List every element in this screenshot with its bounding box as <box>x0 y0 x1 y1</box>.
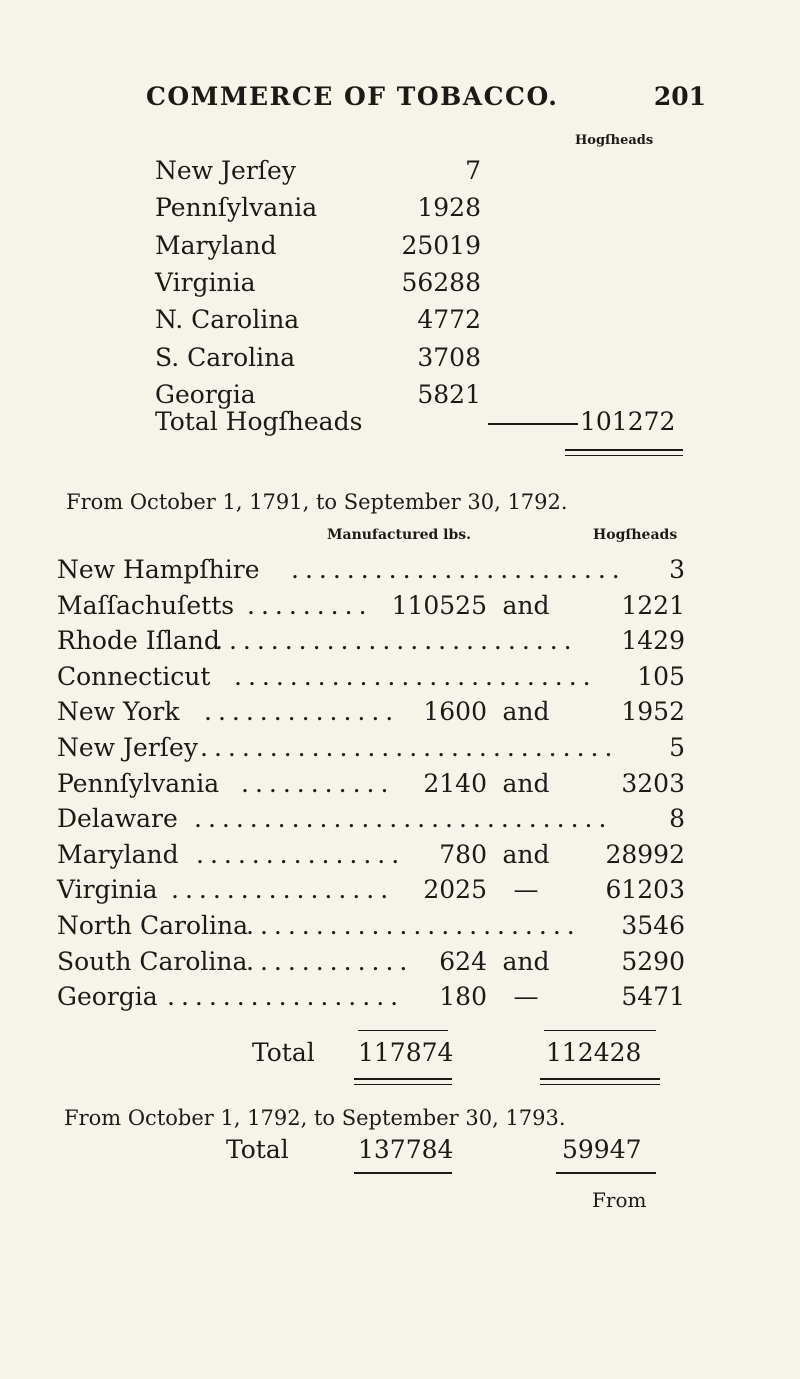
hogsheads-value: 5821 <box>417 380 481 409</box>
state-name: Pennſylvania <box>57 769 220 798</box>
state-name: Georgia <box>155 380 256 409</box>
total-label: Total <box>252 1038 315 1067</box>
table-row <box>155 343 675 383</box>
dot-leader: ............... <box>196 840 406 869</box>
manufactured-value: 1600 <box>423 697 487 726</box>
manufactured-value: 2140 <box>423 769 487 798</box>
hogsheads-value: 1429 <box>621 626 685 655</box>
state-name: Connecticut <box>57 662 211 691</box>
hogsheads-value: 5290 <box>621 947 685 976</box>
period-heading-2: From October 1, 1792, to September 30, 1793. <box>64 1106 566 1130</box>
table-row <box>57 697 757 737</box>
state-name: Virginia <box>57 875 158 904</box>
total-manufactured: 117874 <box>358 1038 454 1067</box>
hogsheads-value: 3546 <box>621 911 685 940</box>
table-row <box>57 875 757 915</box>
manufactured-value: 110525 <box>391 591 487 620</box>
table-row <box>155 193 675 233</box>
total-hogsheads: 59947 <box>562 1135 642 1164</box>
dot-leader: ............ <box>246 947 414 976</box>
table-row <box>57 840 757 880</box>
conjunction: and <box>502 840 550 869</box>
total-rule-hogsheads-2 <box>556 1172 656 1174</box>
dot-leader: .......................... <box>215 626 578 655</box>
conjunction: and <box>502 697 550 726</box>
manufactured-value: 180 <box>439 982 487 1011</box>
total-value: 101272 <box>580 407 676 436</box>
table-row <box>155 156 675 196</box>
state-name: New Jerſey <box>155 156 296 185</box>
hogsheads-value: 3708 <box>417 343 481 372</box>
state-name: Virginia <box>155 268 256 297</box>
dot-leader: .............................. <box>194 804 613 833</box>
dot-leader: ........... <box>241 769 395 798</box>
table-row <box>57 982 757 1022</box>
state-name: Maryland <box>57 840 179 869</box>
total-rule-manufactured-2 <box>354 1172 452 1174</box>
conjunction: and <box>502 769 550 798</box>
table-row <box>57 911 757 951</box>
state-name: Georgia <box>57 982 158 1011</box>
sum-rule-manufactured <box>358 1030 448 1031</box>
conjunction: and <box>502 591 550 620</box>
table-row <box>155 231 675 271</box>
dot-leader: .............................. <box>200 733 619 762</box>
table-row <box>57 626 757 666</box>
hogsheads-value: 4772 <box>417 305 481 334</box>
running-header <box>146 82 706 122</box>
state-name: South Carolina <box>57 947 248 976</box>
hogsheads-value: 28992 <box>605 840 685 869</box>
dot-leader: .......................... <box>234 662 597 691</box>
hogsheads-value: 3203 <box>621 769 685 798</box>
total-manufactured: 137784 <box>358 1135 454 1164</box>
state-name: New Jerſey <box>57 733 198 762</box>
conjunction: and <box>502 947 550 976</box>
table-row <box>57 804 757 844</box>
hogsheads-value: 61203 <box>605 875 685 904</box>
state-name: New Hampſhire <box>57 555 260 584</box>
total-label: Total <box>226 1135 289 1164</box>
double-rule <box>565 449 683 451</box>
total-label: Total Hogſheads <box>155 407 363 436</box>
table-row <box>57 733 757 773</box>
manufactured-value: 624 <box>439 947 487 976</box>
table-row <box>155 305 675 345</box>
hogsheads-value: 7 <box>465 156 481 185</box>
state-name: Delaware <box>57 804 178 833</box>
hogsheads-value: 5471 <box>621 982 685 1011</box>
hogsheads-value: 1952 <box>621 697 685 726</box>
total-rule-hogsheads-lower <box>540 1084 660 1085</box>
double-rule-lower <box>565 455 683 456</box>
state-name: Pennſylvania <box>155 193 318 222</box>
table-row <box>57 947 757 987</box>
hogsheads-value: 1221 <box>621 591 685 620</box>
state-name: Maſſachuſetts <box>57 591 235 620</box>
catchword: From <box>592 1188 647 1212</box>
table-row <box>155 268 675 308</box>
state-name: N. Carolina <box>155 305 300 334</box>
hogsheads-value: 5 <box>669 733 685 762</box>
hogsheads-value: 3 <box>669 555 685 584</box>
dot-leader: ................. <box>167 982 405 1011</box>
total-hogsheads: 112428 <box>546 1038 642 1067</box>
hogsheads-column-heading: Hogſheads <box>575 133 654 148</box>
dot-leader: ........................ <box>291 555 626 584</box>
dot-leader: .............. <box>204 697 400 726</box>
dot-leader: ................ <box>171 875 395 904</box>
table-row <box>57 591 757 631</box>
table-row <box>57 662 757 702</box>
hogsheads-heading: Hogſheads <box>593 527 678 543</box>
sum-rule-hogsheads <box>544 1030 656 1031</box>
conjunction: — <box>513 982 539 1011</box>
page-number: 201 <box>653 82 706 111</box>
state-name: Maryland <box>155 231 277 260</box>
conjunction: — <box>513 875 539 904</box>
hogsheads-value: 105 <box>637 662 685 691</box>
leader-dash <box>488 423 578 425</box>
state-name: S. Carolina <box>155 343 296 372</box>
total-rule-hogsheads <box>540 1078 660 1080</box>
period-heading: From October 1, 1791, to September 30, 1792. <box>66 490 568 514</box>
column-headings <box>0 527 800 551</box>
manufactured-heading: Manufactured lbs. <box>327 527 471 543</box>
page-title: COMMERCE OF TOBACCO. <box>146 82 559 111</box>
table-row <box>57 769 757 809</box>
hogsheads-value: 8 <box>669 804 685 833</box>
hogsheads-value: 25019 <box>401 231 481 260</box>
hogsheads-value: 1928 <box>417 193 481 222</box>
state-name: Rhode Iſland <box>57 626 220 655</box>
manufactured-value: 2025 <box>423 875 487 904</box>
dot-leader: ......... <box>247 591 373 620</box>
state-name: North Carolina <box>57 911 249 940</box>
total-rule-manufactured-lower <box>354 1084 452 1085</box>
table-row <box>57 555 757 595</box>
total-rule-manufactured <box>354 1078 452 1080</box>
state-name: New York <box>57 697 180 726</box>
hogsheads-value: 56288 <box>401 268 481 297</box>
dot-leader: ........................ <box>246 911 581 940</box>
manufactured-value: 780 <box>439 840 487 869</box>
